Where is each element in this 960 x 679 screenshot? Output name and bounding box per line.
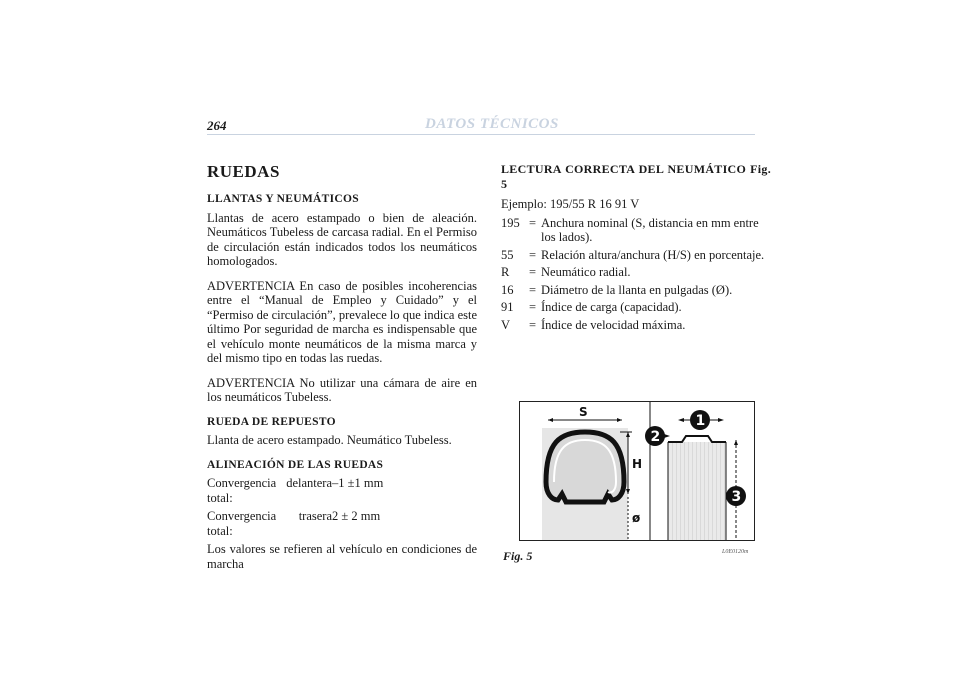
legend-eq: = [529,300,537,314]
section-heading-ruedas: RUEDAS [207,162,280,181]
label-diameter: ø [632,511,641,525]
text-llantas: Llantas de acero estampado o bien de aleación. Neumáticos Tubeless de carcasa radial. En el Permiso de circulación están indicados todos los neumáticos homologados. [207,210,477,268]
heading-lectura: LECTURA CORRECTA DEL NEUMÁTICO Fig. 5 [501,162,771,191]
legend-code: 16 [501,282,514,297]
text-alineacion-nota: Los valores se refieren al vehículo en condiciones de marcha [207,542,477,571]
callout-3: 3 [731,489,742,505]
arrow-s-left [548,418,553,422]
section-title: DATOS TÉCNICOS [425,116,559,132]
page-number: 264 [207,118,227,133]
legend-row [501,300,771,315]
row-convergencia-delantera [207,476,477,505]
label-delantera: Convergencia delantera total: [207,476,332,505]
legend-code: R [501,265,510,279]
legend-desc: Relación altura/anchura (H/S) en porcentaje. [541,247,765,262]
label-h: H [632,457,643,471]
tire-diagram [519,401,755,541]
warning-camara: ADVERTENCIA No utilizar una cámara de aire en los neumáticos Tubeless. [207,375,477,404]
rim-profile [668,436,726,442]
rim-front-view [668,442,726,541]
legend-code: 55 [501,247,514,262]
legend-eq: = [529,282,537,297]
tire-code-legend [501,216,771,333]
callout-1-arrow-right [718,418,724,422]
callout-1: 1 [695,413,706,429]
legend-row [501,265,771,280]
legend-row [501,216,771,245]
legend-row [501,283,771,298]
legend-row [501,318,771,333]
heading-repuesto: RUEDA DE REPUESTO [207,415,336,428]
legend-desc: Neumático radial. [541,265,631,279]
header-divider [207,134,755,135]
text-ejemplo: Ejemplo: 195/55 R 16 91 V [501,197,640,211]
callout-2-arrow [664,434,670,438]
legend-eq: = [529,265,537,279]
label-trasera: Convergencia trasera total: [207,509,332,538]
legend-desc: Índice de carga (capacidad). [541,300,682,314]
legend-row [501,248,771,263]
value-trasera: 2 ± 2 mm [332,509,381,523]
figure-caption: Fig. 5 [503,549,533,563]
right-column [501,162,771,335]
heading-llantas: LLANTAS Y NEUMÁTICOS [207,193,359,205]
left-column [207,162,477,581]
label-s: S [579,405,588,419]
tire-diagram-svg [520,402,755,541]
legend-eq: = [529,215,537,230]
text-repuesto: Llanta de acero estampado. Neumático Tubeless. [207,433,452,447]
legend-code: V [501,317,511,332]
warning-incoherencias: ADVERTENCIA En caso de posibles incoherencias entre el “Manual de Empleo y Cuidado” y el “Permiso de circulación”, prevalece lo que indica este último Por seguridad de marcha es indispensable que el vehículo monte neumáticos de la misma marca y del mismo tipo en todas las ruedas. [207,278,478,365]
legend-desc: Índice de velocidad máxima. [541,317,686,332]
legend-code: 195 [501,215,520,230]
heading-alineacion: ALINEACIÓN DE LAS RUEDAS [207,458,384,471]
legend-eq: = [529,247,537,262]
callout-3-arrow [734,440,738,445]
figure-code: L0E0120m [722,549,749,555]
legend-code: 91 [501,300,514,314]
row-convergencia-trasera [207,509,477,538]
callout-1-arrow-left [678,418,684,422]
arrow-s-right [617,418,622,422]
legend-eq: = [529,317,537,332]
value-delantera: –1 ±1 mm [332,476,384,490]
legend-desc: Diámetro de la llanta en pulgadas (Ø). [541,282,733,297]
callout-2: 2 [650,429,661,445]
legend-desc: Anchura nominal (S, distancia en mm entre los lados). [541,215,759,244]
